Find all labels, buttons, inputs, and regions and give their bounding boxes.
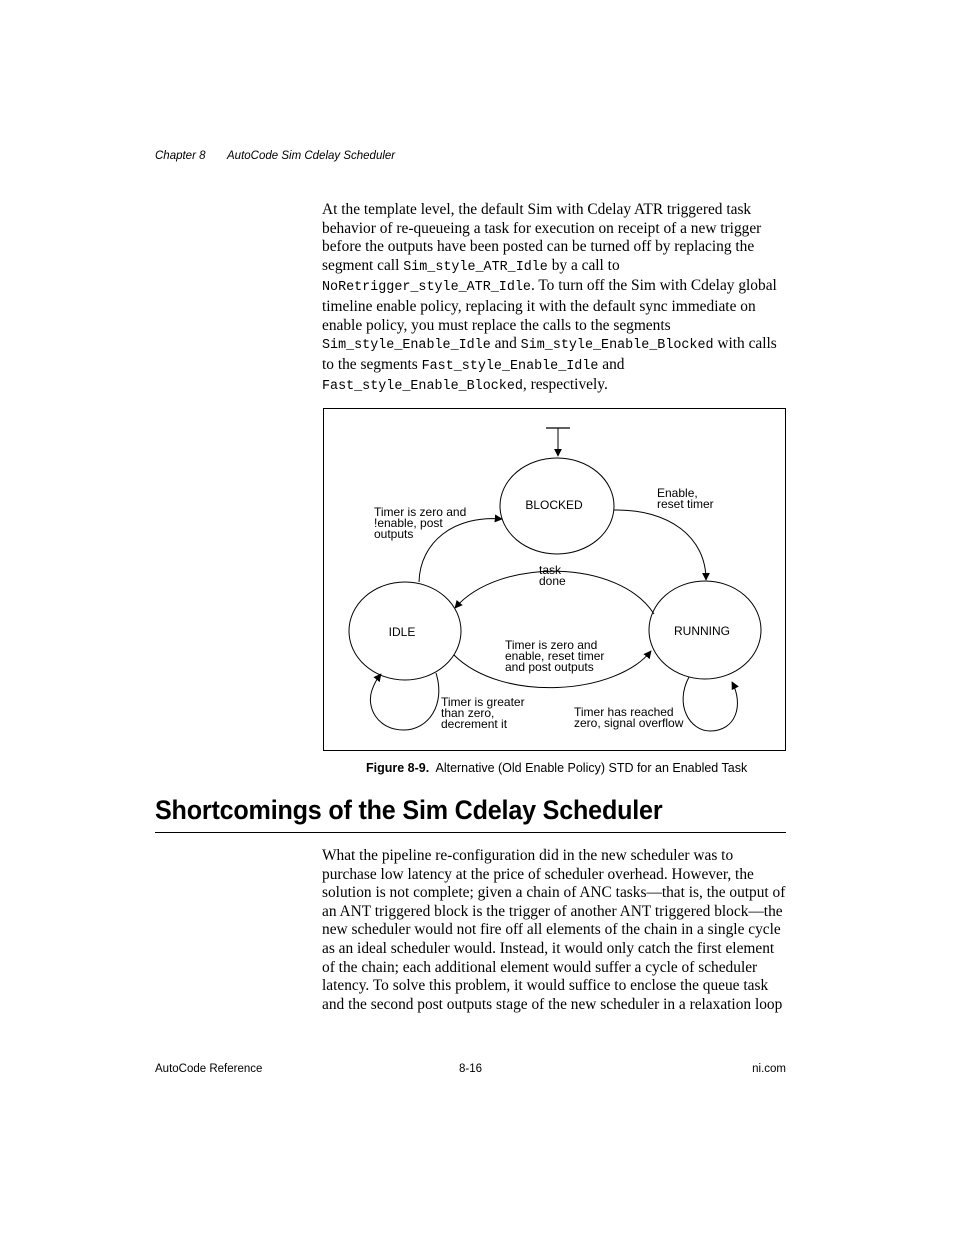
code-sim-style-atr-idle: Sim_style_ATR_Idle: [403, 259, 548, 275]
intro-text-7: , respectively.: [522, 376, 608, 394]
label-task-done: task done: [539, 563, 566, 588]
intro-text-5: with calls to the segments: [322, 335, 777, 373]
label-timer-zero-enable: Timer is zero and enable, reset timer and post outputs: [505, 638, 605, 674]
body-paragraph: What the pipeline re-configuration did in the new scheduler was to purchase low latency at the price of scheduler overhead. However, the solution is not complete; given a chain of ANC tasks—that is, the output of an ANT triggered block is the trigger of another ANT triggered block—the new scheduler would not fire off all elements of the chain in a single cycle as an ideal scheduler would. Instead, it would only catch the first element of the chain; each additional element would suffer a cycle of scheduler latency. To solve this problem, it would suffice to enclose the queue task and the second post outputs stage of the new scheduler in a relaxation loop: [322, 847, 786, 1013]
label-timer-zero-not-enable: Timer is zero and !enable, post outputs: [374, 505, 467, 541]
chapter-label: Chapter 8: [155, 150, 206, 162]
state-diagram: [324, 409, 785, 750]
intro-text-2: by a call to: [547, 256, 620, 274]
state-blocked-label: BLOCKED: [525, 498, 583, 512]
intro-text-3: . To turn off the Sim with Cdelay global timeline enable policy, replacing it with the default sync immediate on enable policy, you must replace the calls to the segments: [322, 277, 777, 334]
chapter-title: AutoCode Sim Cdelay Scheduler: [227, 150, 396, 162]
section-heading: Shortcomings of the Sim Cdelay Scheduler: [155, 795, 663, 825]
label-timer-reached: Timer has reached zero, signal overflow: [574, 705, 684, 730]
code-fast-style-enable-idle: Fast_style_Enable_Idle: [421, 358, 599, 374]
figure-caption-text: Alternative (Old Enable Policy) STD for an Enabled Task: [435, 761, 748, 775]
footer-page-number: 8-16: [459, 1063, 483, 1075]
code-sim-style-enable-blocked: Sim_style_Enable_Blocked: [520, 338, 714, 354]
self-loop-running: [683, 677, 737, 731]
figure-number: Figure 8-9.: [366, 761, 430, 775]
arrow-blocked-to-running: [614, 510, 706, 580]
state-idle-label: IDLE: [388, 625, 416, 639]
code-noretrigger-style-atr-idle: NoRetrigger_style_ATR_Idle: [322, 280, 531, 296]
self-loop-idle: [370, 673, 438, 730]
footer-doc-title: AutoCode Reference: [155, 1063, 263, 1075]
running-header: [155, 150, 395, 162]
code-fast-style-enable-blocked: Fast_style_Enable_Blocked: [322, 379, 523, 395]
figure-caption: [366, 761, 747, 775]
label-timer-greater: Timer is greater than zero, decrement it: [441, 695, 525, 731]
code-sim-style-enable-idle: Sim_style_Enable_Idle: [322, 338, 491, 354]
intro-text-6: and: [598, 355, 625, 373]
state-diagram-figure: [323, 408, 786, 751]
label-enable-reset-timer: Enable, reset timer: [657, 486, 714, 511]
intro-text-4: and: [490, 335, 521, 353]
intro-text-1: At the template level, the default Sim with Cdelay ATR triggered task behavior of re-queueing a task for execution on receipt of a new trigger before the outputs have been posted can be turned off by replacing the segment call: [322, 201, 762, 274]
intro-paragraph: [322, 201, 786, 397]
state-running-label: RUNNING: [674, 624, 730, 638]
footer-website: ni.com: [752, 1063, 786, 1075]
heading-rule: [155, 832, 786, 833]
